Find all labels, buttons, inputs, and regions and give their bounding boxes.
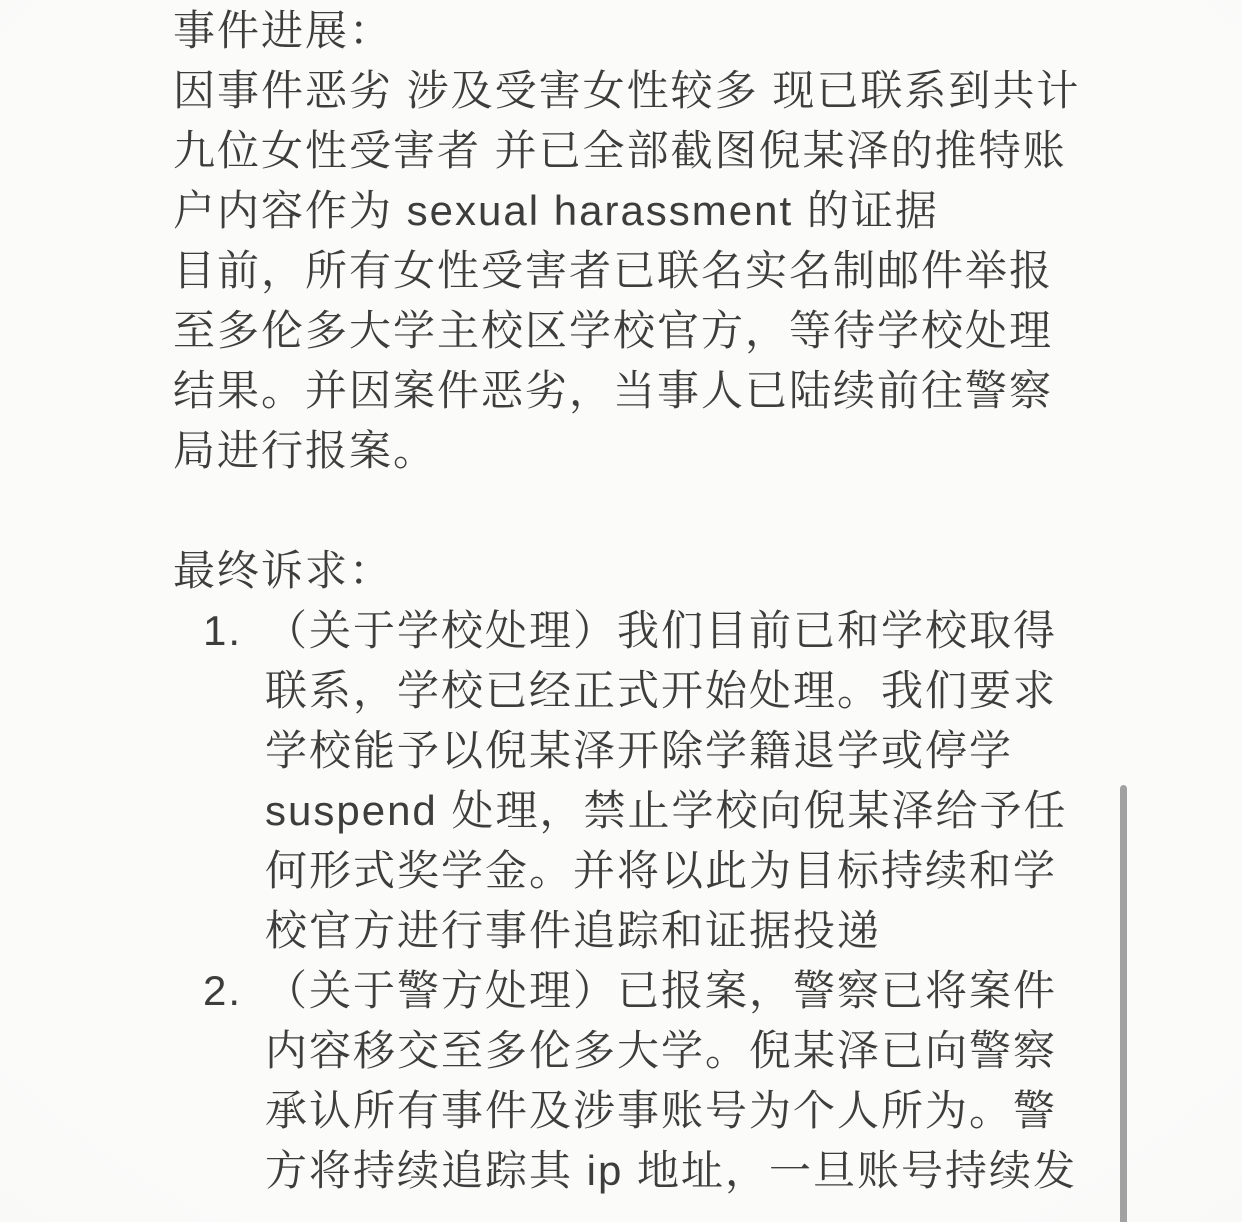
list-item-2 [173, 961, 1073, 1021]
list-item-line: （关于警方处理）已报案，警察已将案件 [265, 967, 1058, 1014]
paragraph-line: 九位女性受害者 并已全部截图倪某泽的推特账 [173, 127, 1067, 174]
paragraph-line: 因事件恶劣 涉及受害女性较多 现已联系到共计 [173, 67, 1081, 114]
list-item-line: 何形式奖学金。并将以此为目标持续和学 [265, 847, 1058, 894]
paragraph-line: 户内容作为 sexual harassment 的证据 [173, 187, 939, 234]
list-item-line: suspend 处理，禁止学校向倪某泽给予任 [265, 787, 1068, 834]
vertical-scrollbar[interactable] [1120, 785, 1127, 1222]
blank-line [173, 481, 1073, 541]
paragraph-line: 至多伦多大学主校区学校官方，等待学校处理 [173, 307, 1054, 354]
list-item-1-number: 1. [203, 607, 243, 654]
list-item-line: 校官方进行事件追踪和证据投递 [265, 907, 882, 954]
list-item-2-number: 2. [203, 967, 243, 1014]
list-item-line: 方将持续追踪其 ip 地址，一旦账号持续发 [265, 1147, 1078, 1194]
paragraph-line: 结果。并因案件恶劣，当事人已陆续前往警察 [173, 367, 1054, 414]
list-item-1 [173, 601, 1073, 661]
paragraph-line: 局进行报案。 [173, 427, 438, 474]
demands-heading: 最终诉求： [173, 547, 394, 594]
list-item-line: 承认所有事件及涉事账号为个人所为。警 [265, 1087, 1058, 1134]
progress-heading: 事件进展： [173, 7, 394, 54]
list-item-line: 内容移交至多伦多大学。倪某泽已向警察 [265, 1027, 1058, 1074]
list-item-line: （关于学校处理）我们目前已和学校取得 [265, 607, 1058, 654]
document-text [173, 1, 1081, 1201]
list-item-line: 学校能予以倪某泽开除学籍退学或停学 [265, 727, 1014, 774]
paragraph-line: 目前，所有女性受害者已联名实名制邮件举报 [173, 247, 1054, 294]
list-item-line: 联系，学校已经正式开始处理。我们要求 [265, 667, 1058, 714]
